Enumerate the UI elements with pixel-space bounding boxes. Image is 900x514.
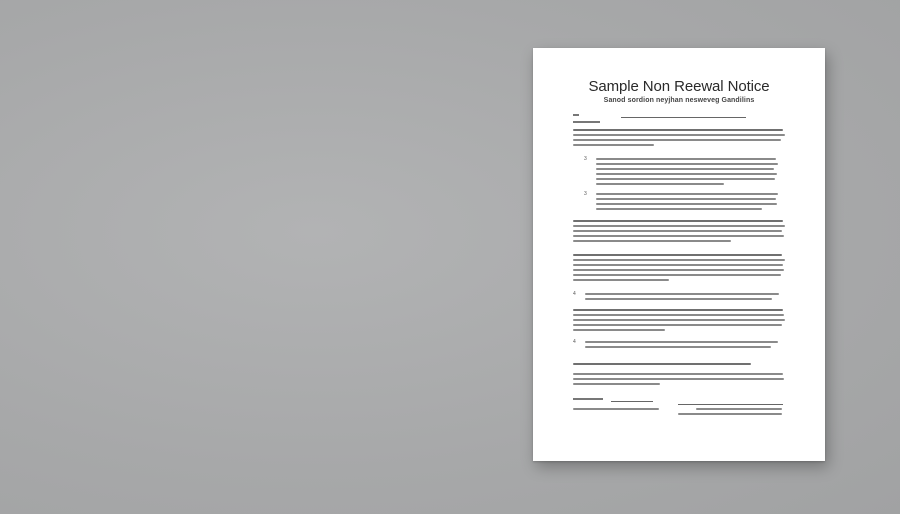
list-marker: 4 bbox=[573, 291, 576, 297]
document-subtitle: Sanod sordion neyjhan nesweveg Gandilins bbox=[603, 97, 755, 104]
paragraph bbox=[573, 254, 785, 284]
sender-signature bbox=[573, 408, 663, 412]
list-item bbox=[596, 193, 778, 213]
paragraph bbox=[573, 220, 785, 245]
list-item bbox=[585, 341, 780, 351]
document-title: Sample Non Reewal Notice bbox=[588, 78, 770, 95]
signoff-field bbox=[573, 396, 663, 402]
addressee-field bbox=[573, 112, 788, 118]
paragraph bbox=[573, 373, 785, 388]
document-page bbox=[533, 48, 825, 461]
date-field bbox=[573, 119, 633, 125]
list-marker: 3 bbox=[584, 156, 587, 162]
list-item bbox=[585, 293, 780, 303]
recipient-signature bbox=[678, 404, 783, 418]
list-item bbox=[596, 158, 778, 186]
list-marker: 3 bbox=[584, 191, 587, 197]
list-marker: 4 bbox=[573, 339, 576, 345]
paragraph-intro bbox=[573, 129, 785, 149]
closing-sentence bbox=[573, 363, 753, 367]
paragraph bbox=[573, 309, 785, 334]
